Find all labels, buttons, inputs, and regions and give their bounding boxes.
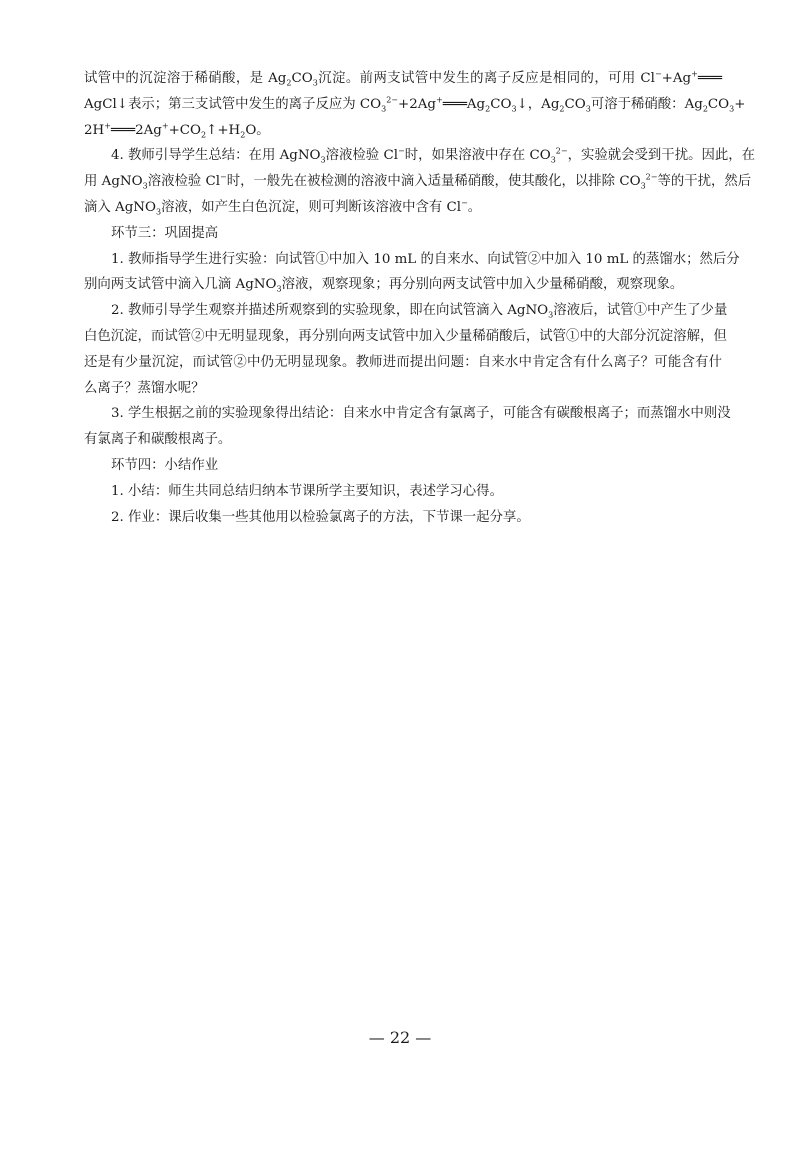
text-line: 别向两支试管中滴入几滴 AgNO$_3$溶液，观察现象；再分别向两支试管中加入少量稀硝酸，观察现象。	[84, 277, 684, 295]
text-line: 3. 学生根据之前的实验现象得出结论：自来水中肯定含有氯离子，可能含有碳酸根离子；而蒸馏水中则没	[111, 406, 731, 422]
text-line: 环节四：小结作业	[111, 457, 219, 473]
text-line: 么离子？蒸馏水呢？	[84, 380, 205, 396]
document-body	[84, 66, 756, 530]
page-number: — 22 —	[368, 1028, 432, 1047]
text-line: 2. 教师引导学生观察并描述所观察到的实验现象，即在向试管滴入 AgNO$_3$溶液后，试管①中产生了少量	[111, 303, 728, 320]
text-line: 还是有少量沉淀，而试管②中仍无明显现象。教师进而提出问题：自来水中肯定含有什么离子？可能含有什	[84, 354, 722, 370]
text-line: 滴入 AgNO$_3$溶液，如产生白色沉淀，则可判断该溶液中含有 Cl−。	[84, 198, 482, 217]
text-line: 1. 小结：师生共同总结归纳本节课所学主要知识，表述学习心得。	[111, 483, 503, 499]
text-line: 有氯离子和碳酸根离子。	[84, 432, 232, 448]
text-line: $2H^+═══2Ag^++CO_2↑+H_2O$。	[84, 121, 270, 140]
text-line: 2. 作业：课后收集一些其他用以检验氯离子的方法，下节课一起分享。	[111, 509, 530, 525]
text-line: 1. 教师指导学生进行实验：向试管①中加入 10 mL 的自来水、向试管②中加入 10 mL 的蒸馏水；然后分	[111, 251, 740, 267]
text-line: AgCl↓表示；第三支试管中发生的离子反应为 $CO_3^{2-}+2Ag^+═══Ag_2CO_3↓$，$Ag_2CO_3$可溶于稀硝酸：$Ag_2CO_3+$	[84, 95, 746, 114]
text-line: 4. 教师引导学生总结：在用 AgNO$_3$溶液检验 Cl−时，如果溶液中存在 $CO_3^{2-}$，实验就会受到干扰。因此，在	[111, 146, 756, 166]
text-line: 白色沉淀，而试管②中无明显现象，再分别向两支试管中加入少量稀硝酸后，试管①中的大部分沉淀溶解，但	[84, 328, 727, 344]
text-line: 用 AgNO$_3$溶液检验 Cl−时，一般先在被检测的溶液中滴入适量稀硝酸，使其酸化，以排除 $CO_3^{2-}$等的干扰，然后	[84, 172, 752, 191]
text-line: 试管中的沉淀溶于稀硝酸，是 $Ag_2CO_3$沉淀。前两支试管中发生的离子反应是相同的，可用 Cl−+Ag+═══	[84, 69, 722, 88]
text-line: 环节三：巩固提高	[111, 225, 219, 241]
